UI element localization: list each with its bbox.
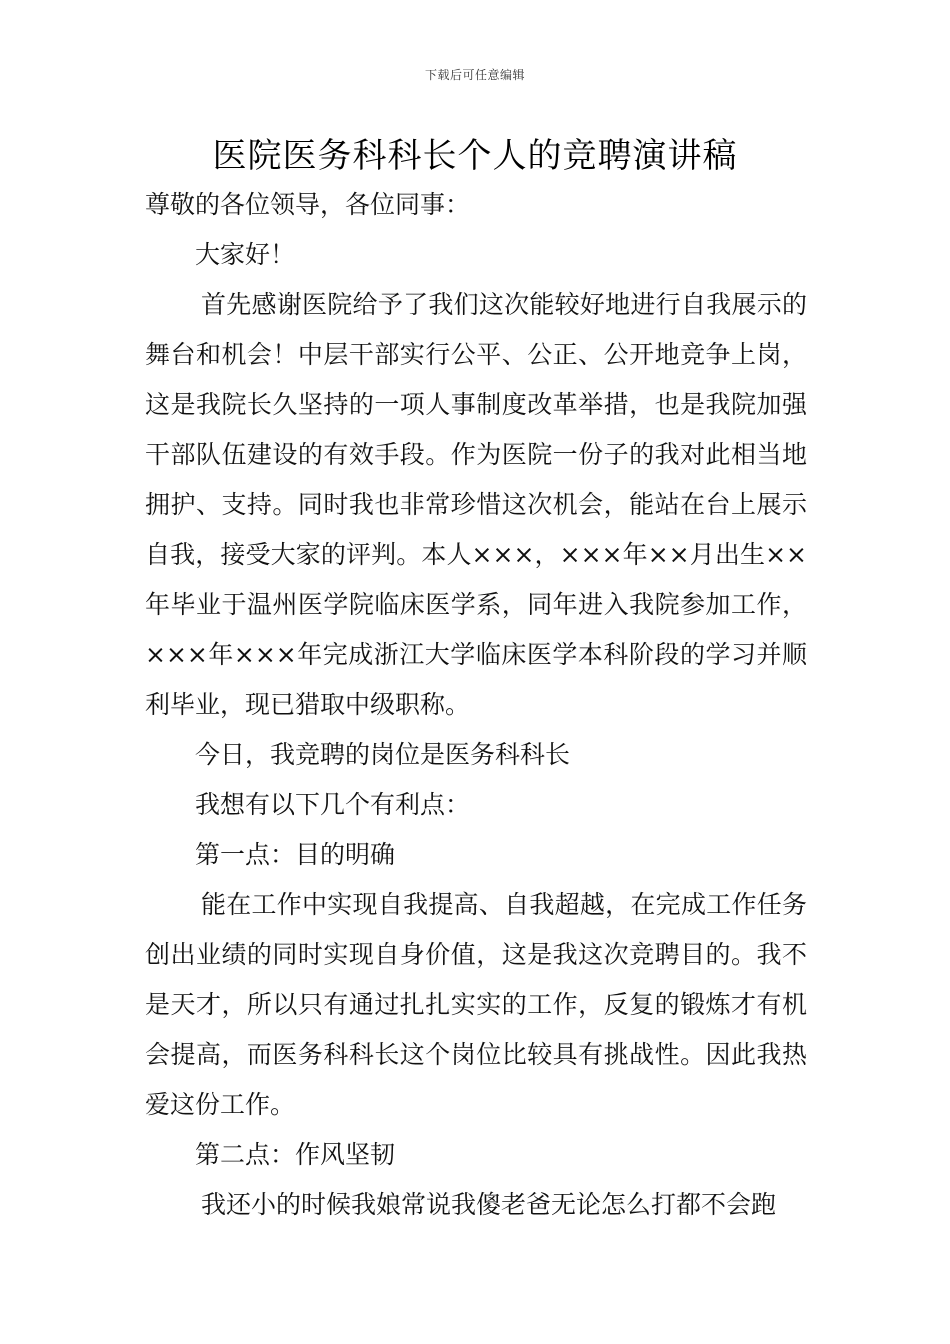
point-one-body: 能在工作中实现自我提高、自我超越，在完成工作任务创出业绩的同时实现自身价值，这是我这次竞聘目的。我不是天才，所以只有通过扎扎实实的工作，反复的锻炼才有机会提高，而医务科科长这个岗位比较具有挑战性。因此我热爱这份工作。 xyxy=(145,890,807,1119)
document-title: 医院医务科科长个人的竞聘演讲稿 xyxy=(212,136,738,176)
paragraph-intro: 首先感谢医院给予了我们这次能较好地进行自我展示的舞台和机会！中层干部实行公平、公正、公开地竞争上岗，这是我院长久坚持的一项人事制度改革举措，也是我院加强干部队伍建设的有效手段。作为医院一份子的我对此相当地拥护、支持。同时我也非常珍惜这次机会，能站在台上展示自我，接受大家的评判。本人×××，×××年××月出生××年毕业于温州医学院临床医学系，同年进入我院参加工作，×××年×××年完成浙江大学临床医学本科阶段的学习并顺利毕业，现已猎取中级职称。 xyxy=(145,290,807,719)
salutation: 尊敬的各位领导，各位同事： xyxy=(145,190,471,219)
point-two-body: 我还小的时候我娘常说我傻老爸无论怎么打都不会跑 xyxy=(201,1190,777,1219)
paragraph-position: 今日，我竞聘的岗位是医务科科长 xyxy=(195,740,571,769)
header-note: 下载后可任意编辑 xyxy=(424,68,525,82)
document-body xyxy=(145,180,807,1230)
point-two-heading: 第二点：作风坚韧 xyxy=(195,1140,396,1169)
point-one-heading: 第一点：目的明确 xyxy=(195,840,396,869)
paragraph-advantages: 我想有以下几个有利点： xyxy=(195,790,471,819)
greeting: 大家好！ xyxy=(195,240,296,269)
